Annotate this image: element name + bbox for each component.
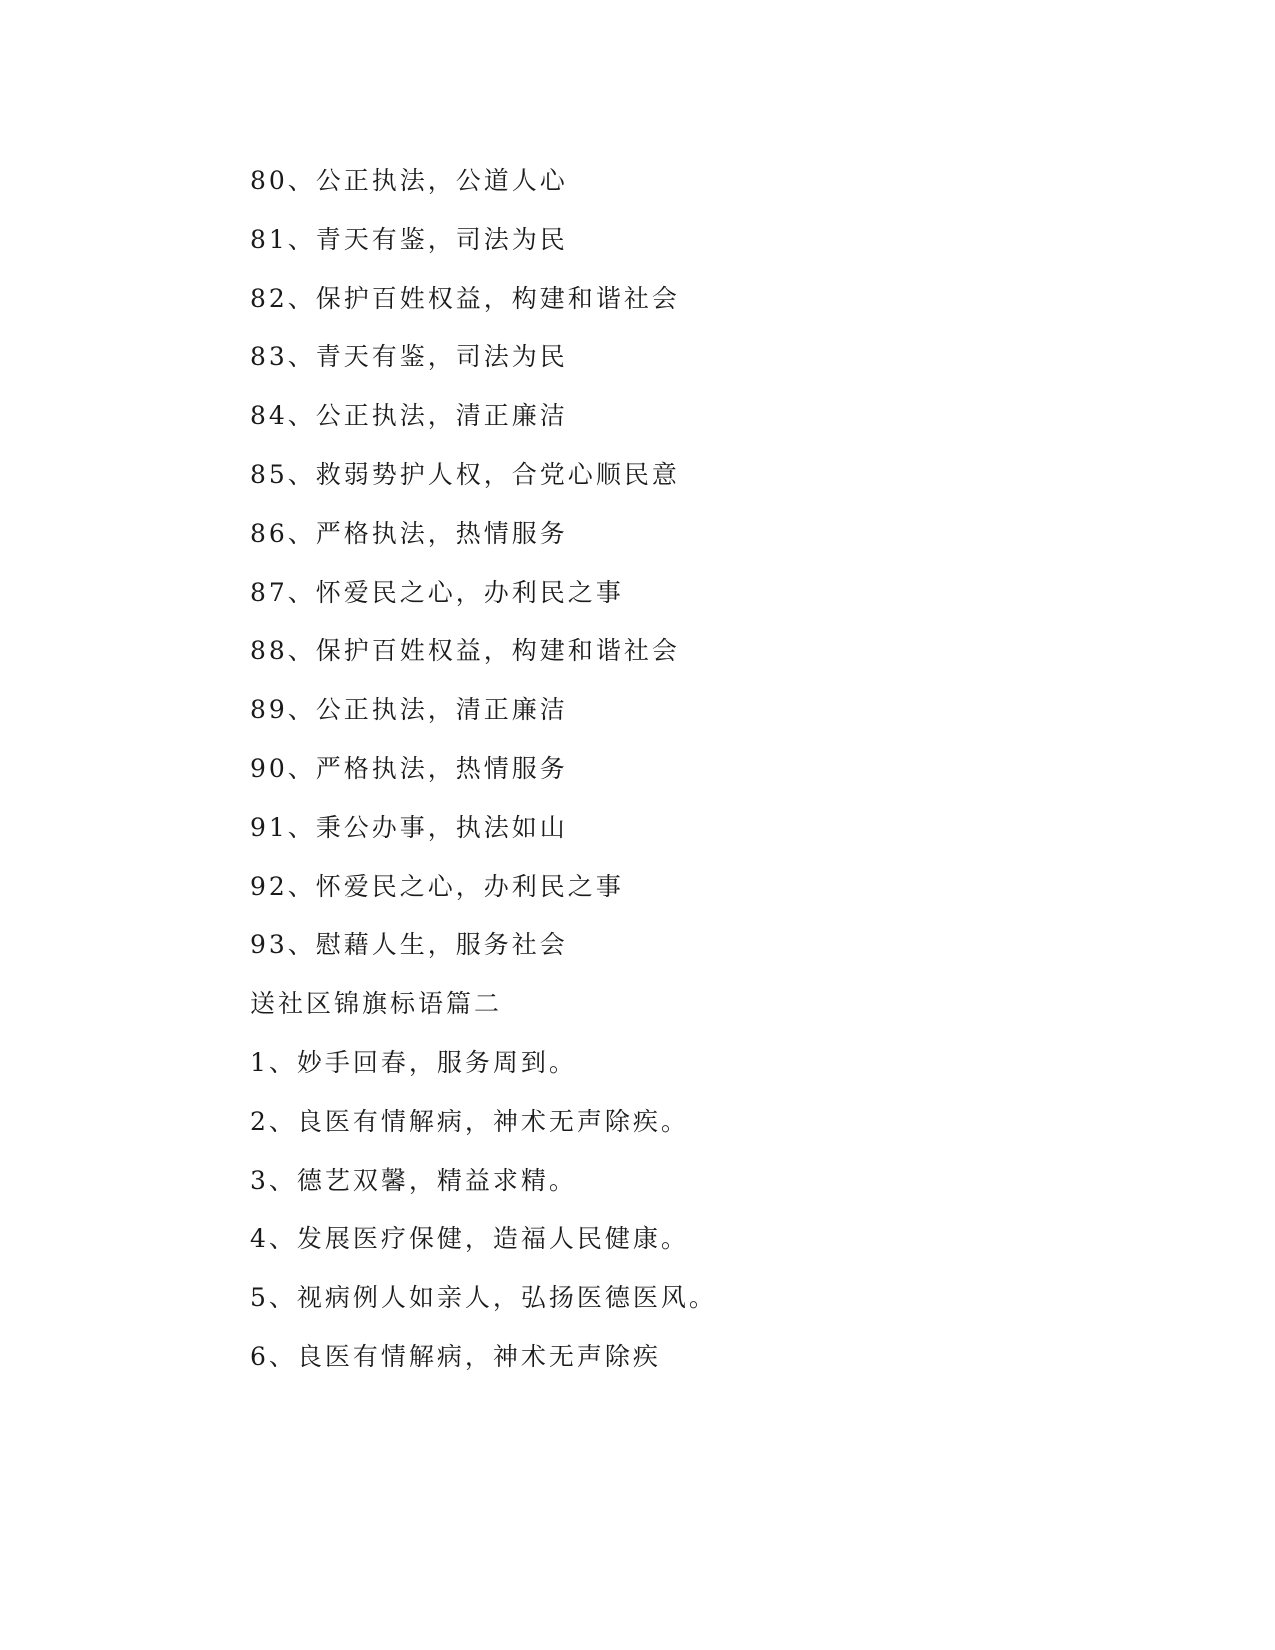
list-item: 86、严格执法，热情服务 — [250, 518, 568, 548]
list-item: 5、视病例人如亲人，弘扬医德医风。 — [250, 1283, 717, 1313]
list-item: 84、公正执法，清正廉洁 — [250, 401, 568, 431]
list-item: 2、良医有情解病，神术无声除疾。 — [250, 1106, 689, 1136]
list-item: 93、慰藉人生，服务社会 — [250, 930, 568, 960]
list-item: 3、德艺双馨，精益求精。 — [250, 1165, 577, 1195]
section-heading: 送社区锦旗标语篇二 — [250, 989, 503, 1019]
list-item: 82、保护百姓权益，构建和谐社会 — [250, 283, 680, 313]
list-item: 1、妙手回春，服务周到。 — [250, 1047, 577, 1077]
list-item: 87、怀爱民之心，办利民之事 — [250, 577, 624, 607]
list-item: 89、公正执法，清正廉洁 — [250, 695, 568, 725]
list-item: 81、青天有鉴，司法为民 — [250, 224, 568, 254]
list-item: 80、公正执法，公道人心 — [250, 166, 568, 195]
list-item: 4、发展医疗保健，造福人民健康。 — [250, 1224, 689, 1254]
document-body — [250, 157, 1150, 1392]
list-item: 83、青天有鉴，司法为民 — [250, 342, 568, 372]
list-item: 88、保护百姓权益，构建和谐社会 — [250, 636, 680, 666]
list-item: 6、良医有情解病，神术无声除疾 — [250, 1341, 661, 1371]
list-item: 90、严格执法，热情服务 — [250, 753, 568, 783]
list-item: 92、怀爱民之心，办利民之事 — [250, 871, 624, 901]
list-item: 91、秉公办事，执法如山 — [250, 812, 568, 842]
list-item: 85、救弱势护人权，合党心顺民意 — [250, 459, 680, 489]
